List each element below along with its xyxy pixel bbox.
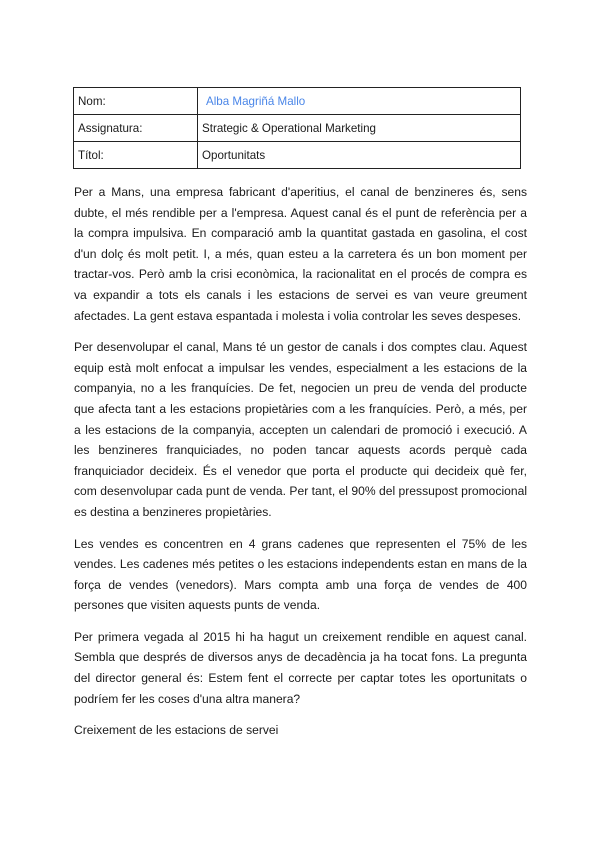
title-label: Títol: [74, 142, 198, 169]
title-value: Oportunitats [198, 142, 521, 169]
name-label: Nom: [74, 88, 198, 115]
paragraph-3: Les vendes es concentren en 4 grans cadenes que representen el 75% de les vendes. Les cadenes més petites o les estacions independents estan en mans de la força de vendes (venedors). Mars compta amb una força de vendes de 400 persones que visiten aquests punts de venda. [74, 536, 527, 613]
paragraph-4: Per primera vegada al 2015 hi ha hagut un creixement rendible en aquest canal. Sembla que després de diversos anys de decadència ja ha tocat fons. La pregunta del director general és: Estem fent el correcte per captar totes les oportunitats o podríem fer les coses d'una altra manera? [74, 629, 527, 706]
author-name: Alba Magriñá Mallo [198, 88, 521, 115]
subject-label: Assignatura: [74, 115, 198, 142]
section-heading: Creixement de les estacions de servei [74, 723, 279, 738]
header-table [73, 87, 521, 169]
document-body [74, 182, 527, 752]
paragraph-1: Per a Mans, una empresa fabricant d'aperitius, el canal de benzineres és, sens dubte, el més rendible per a l'empresa. Aquest canal és el punt de referència per a la compra impulsiva. En comparació amb la quantitat gastada en gasolina, el cost d'un dolç és molt petit. I, a més, quan esteu a la carretera és un bon moment per tractar-vos. Però amb la crisi econòmica, la racionalitat en el procés de compra es va expandir a tots els canals i les estacions de servei es van veure greument afectades. La gent estava espantada i molesta i volia controlar les seves despeses. [74, 185, 527, 323]
table-row [74, 142, 521, 169]
table-row [74, 88, 521, 115]
paragraph-2: Per desenvolupar el canal, Mans té un gestor de canals i dos comptes clau. Aquest equip està molt enfocat a impulsar les vendes, especialment a les estacions de la companyia, no a les franquícies. De fet, negocien un preu de venda del producte que afecta tant a les estacions propietàries com a les franquícies. Però, a més, per a les estacions de la companyia, accepten un calendari de promoció i execució. A les benzineres franquiciades, no poden tancar aquests acords perquè cada franquiciador decideix. És el venedor que porta el producte qui decideix què fer, com desenvolupar cada punt de venda. Per tant, el 90% del pressupost promocional es destina a benzineres propietàries. [74, 340, 527, 519]
table-row [74, 115, 521, 142]
subject-value: Strategic & Operational Marketing [198, 115, 521, 142]
